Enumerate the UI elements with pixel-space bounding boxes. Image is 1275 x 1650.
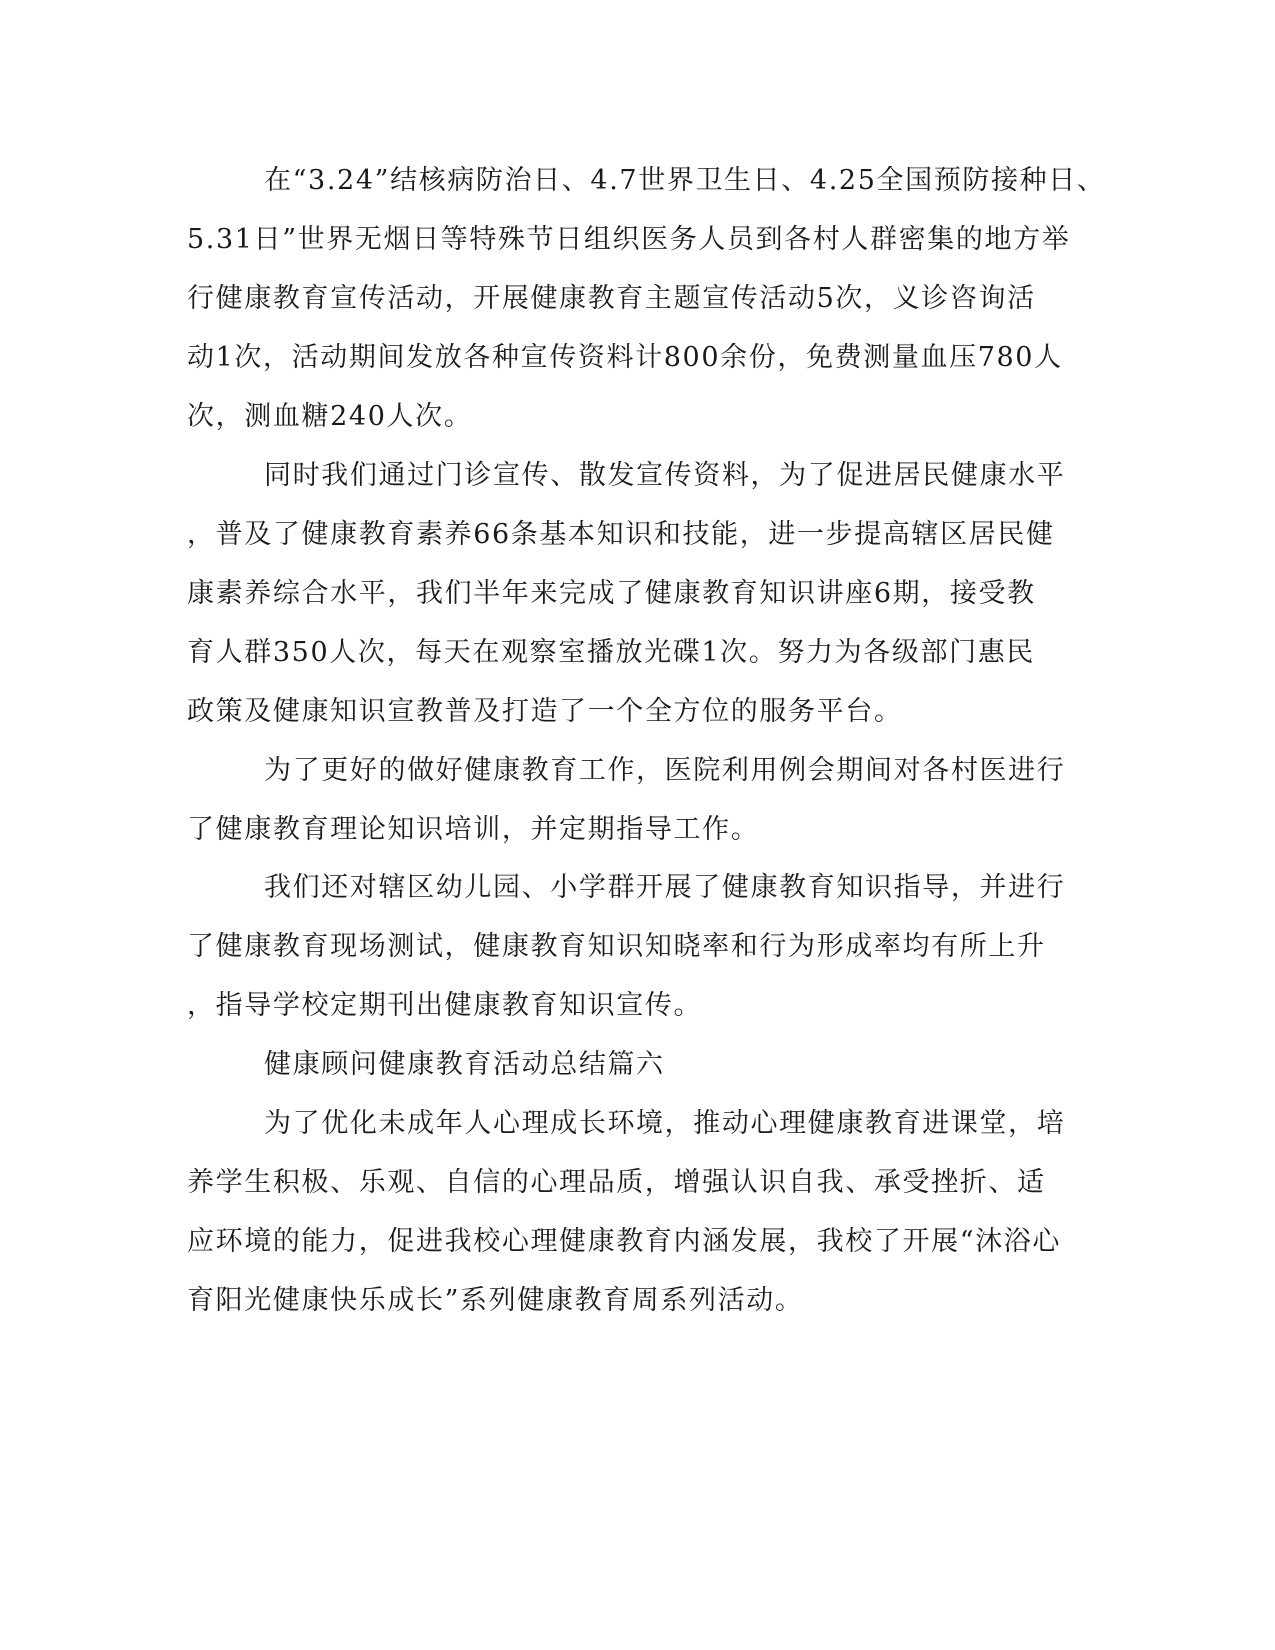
paragraph-1-line-5: 次，测血糖240人次。: [187, 401, 473, 432]
paragraph-4-line-1: 我们还对辖区幼儿园、小学群开展了健康教育知识指导，并进行: [264, 872, 1066, 903]
paragraph-2-line-1: 同时我们通过门诊宣传、散发宣传资料，为了促进居民健康水平: [264, 460, 1066, 491]
paragraph-4-line-3: ，指导学校定期刊出健康教育知识宣传。: [187, 990, 703, 1021]
paragraph-1-line-2: 5.31日”世界无烟日等特殊节日组织医务人员到各村人群密集的地方举: [187, 224, 1071, 255]
paragraph-4-line-2: 了健康教育现场测试，健康教育知识知晓率和行为形成率均有所上升: [187, 931, 1046, 962]
paragraph-1-line-4: 动1次，活动期间发放各种宣传资料计800余份，免费测量血压780人: [187, 342, 1063, 373]
paragraph-5-line-2: 养学生积极、乐观、自信的心理品质，增强认识自我、承受挫折、适: [187, 1167, 1046, 1198]
paragraph-2-line-3: 康素养综合水平，我们半年来完成了健康教育知识讲座6期，接受教: [187, 578, 1036, 609]
paragraph-2-line-4: 育人群350人次，每天在观察室播放光碟1次。努力为各级部门惠民: [187, 637, 1035, 668]
section-heading: 健康顾问健康教育活动总结篇六: [264, 1049, 665, 1080]
paragraph-2-line-2: ，普及了健康教育素养66条基本知识和技能，进一步提高辖区居民健: [187, 519, 1055, 550]
paragraph-5-line-1: 为了优化未成年人心理成长环境，推动心理健康教育进课堂，培: [264, 1108, 1066, 1139]
paragraph-1-line-3: 行健康教育宣传活动，开展健康教育主题宣传活动5次，义诊咨询活: [187, 283, 1036, 314]
paragraph-5-line-4: 育阳光健康快乐成长”系列健康教育周系列活动。: [187, 1285, 804, 1316]
paragraph-5-line-3: 应环境的能力，促进我校心理健康教育内涵发展，我校了开展“沐浴心: [187, 1226, 1062, 1257]
paragraph-2-line-5: 政策及健康知识宣教普及打造了一个全方位的服务平台。: [187, 696, 903, 727]
paragraph-3-line-2: 了健康教育理论知识培训，并定期指导工作。: [187, 814, 760, 845]
paragraph-3-line-1: 为了更好的做好健康教育工作，医院利用例会期间对各村医进行: [264, 755, 1066, 786]
paragraph-1-line-1: 在“3.24”结核病防治日、4.7世界卫生日、4.25全国预防接种日、: [264, 165, 1106, 196]
